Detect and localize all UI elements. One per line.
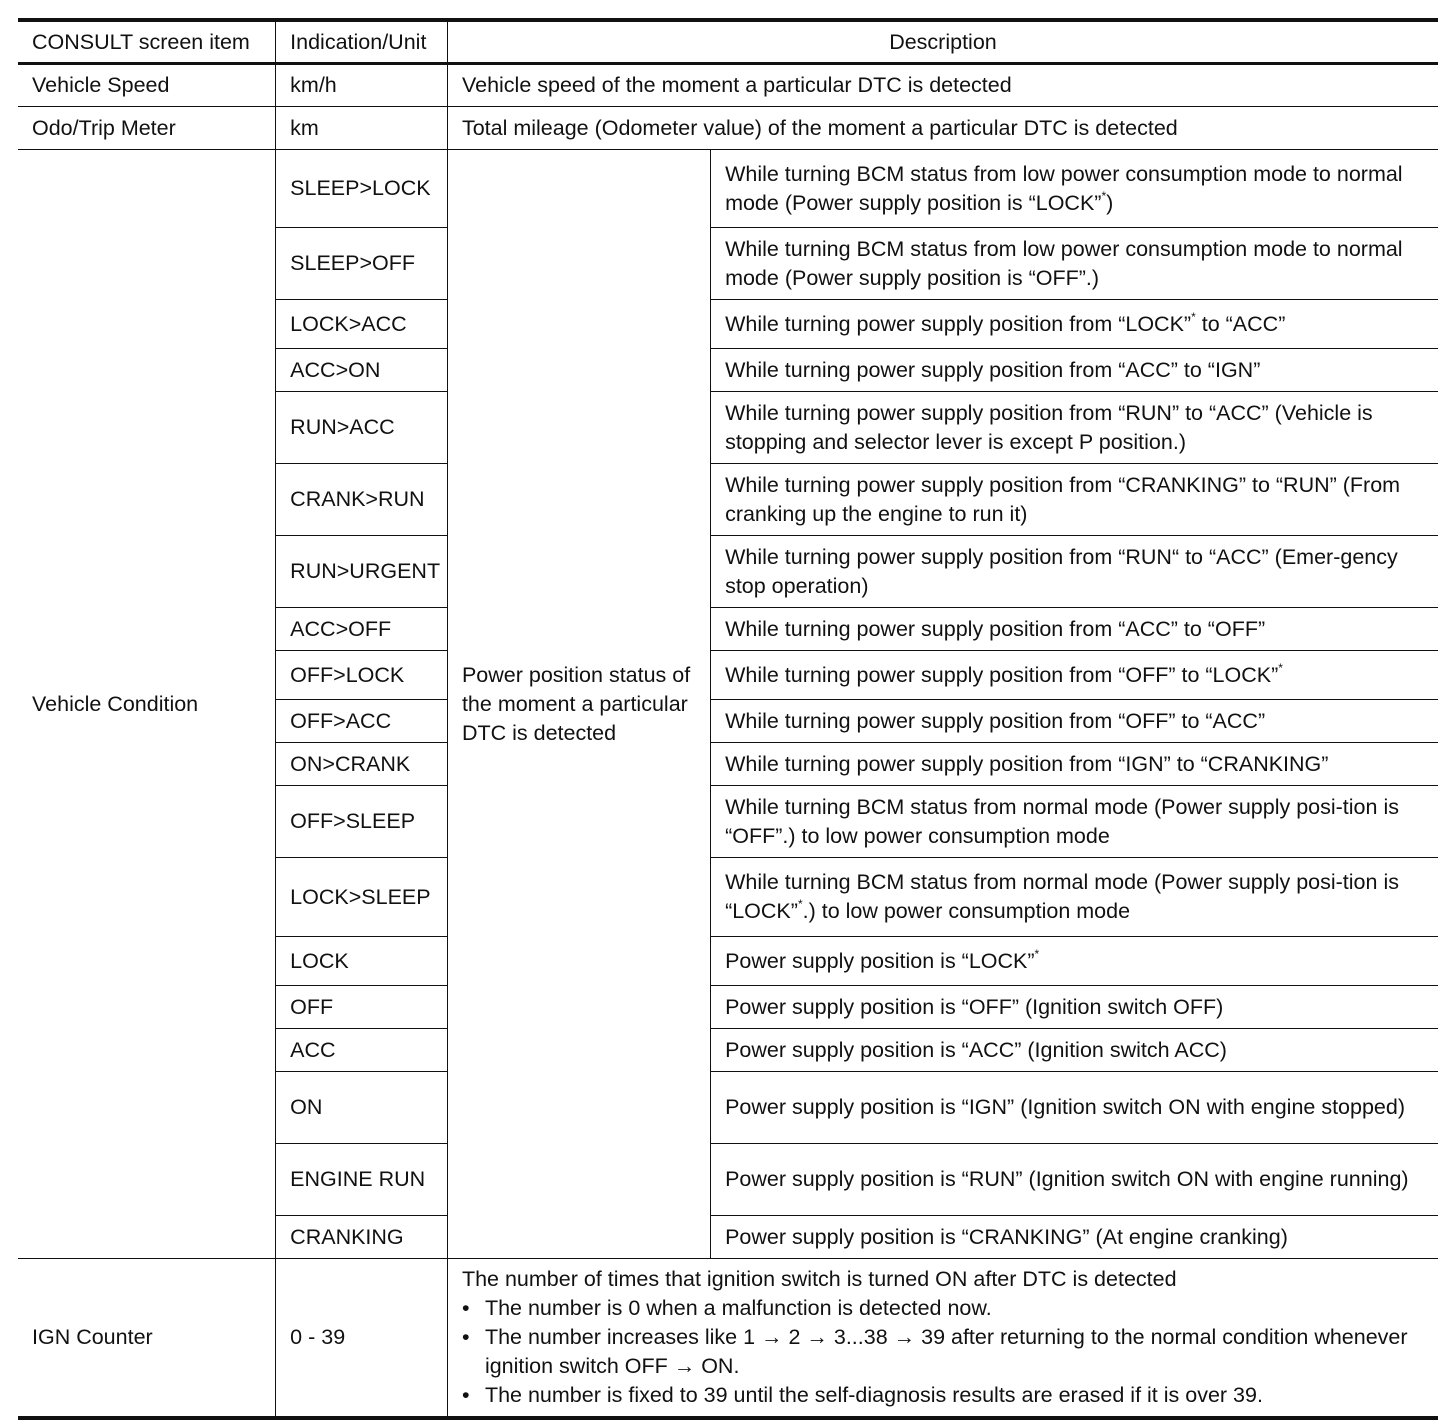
detail-cell <box>711 651 1438 700</box>
detail-text: Power supply position is “CRANKING” (At engine cranking) <box>725 1224 1288 1249</box>
indication-cell: CRANK>RUN <box>276 464 448 536</box>
footnote-mark: * <box>1191 309 1196 324</box>
status-description-cell: Power position status of the moment a particular DTC is detected <box>447 150 710 1259</box>
indication-cell: ACC <box>276 1029 448 1072</box>
detail-text: Power supply position is “LOCK” <box>725 948 1035 973</box>
ign-counter-intro: The number of times that ignition switch is turned ON after DTC is detected <box>461 1266 1177 1291</box>
detail-text: Power supply position is “RUN” (Ignition switch ON with engine running) <box>725 1167 1409 1191</box>
footnote-mark: * <box>1278 660 1283 675</box>
detail-text: While turning power supply position from “OFF” to “LOCK” <box>725 662 1279 687</box>
detail-cell <box>711 536 1438 608</box>
header-indication: Indication/Unit <box>276 20 448 64</box>
table-body <box>18 64 1438 150</box>
detail-cell <box>711 786 1438 858</box>
indication-cell: OFF <box>276 986 448 1029</box>
detail-text: While turning BCM status from low power consumption mode to normal mode (Power supply position is “OFF”.) <box>725 236 1403 290</box>
detail-cell <box>711 349 1438 392</box>
detail-text: While turning power supply position from “CRANKING” to “RUN” (From cranking up the engine to run it) <box>725 472 1401 526</box>
detail-text: While turning BCM status from normal mode (Power supply posi-tion is “OFF”.) to low power consumption mode <box>725 794 1399 848</box>
item-cell: Vehicle Speed <box>18 64 276 107</box>
header-item: CONSULT screen item <box>18 20 276 64</box>
item-cell: Odo/Trip Meter <box>18 107 276 150</box>
detail-text-suffix: .) to low power consumption mode <box>802 899 1131 923</box>
consult-table <box>18 18 1438 1420</box>
detail-text: Power supply position is “OFF” (Ignition switch OFF) <box>725 994 1224 1019</box>
bullet-item: • The number increases like 1 → 2 → 3...38 → 39 after returning to the normal condition whenever ignition switch OFF → ON. <box>462 1323 1424 1381</box>
detail-text: Power supply position is “ACC” (Ignition switch ACC) <box>725 1037 1227 1062</box>
detail-cell <box>711 858 1438 937</box>
detail-text: While turning power supply position from “OFF” to “ACC” <box>725 708 1266 733</box>
detail-text: While turning BCM status from normal mode (Power supply posi-tion is “LOCK” <box>725 870 1399 923</box>
detail-text: While turning power supply position from “ACC” to “IGN” <box>725 357 1261 382</box>
indication-cell: CRANKING <box>276 1216 448 1259</box>
detail-cell <box>711 743 1438 786</box>
indication-cell: km/h <box>276 64 448 107</box>
footnote-mark: * <box>797 897 803 911</box>
footnote-mark: * <box>1034 946 1040 961</box>
detail-cell <box>711 937 1438 986</box>
detail-text-suffix: ) <box>1106 190 1114 215</box>
table-row-vehicle-condition <box>18 150 1438 228</box>
indication-cell: RUN>URGENT <box>276 536 448 608</box>
detail-cell <box>711 700 1438 743</box>
indication-cell: 0 - 39 <box>276 1259 448 1418</box>
vehicle-condition-body <box>18 150 1438 1259</box>
bullet-item: • The number is fixed to 39 until the self-diagnosis results are erased if it is over 39. <box>462 1381 1424 1410</box>
detail-cell <box>711 150 1438 228</box>
table-row-vehicle-speed <box>18 64 1438 107</box>
detail-text: While turning power supply position from “ACC” to “OFF” <box>725 616 1266 641</box>
indication-cell: km <box>276 107 448 150</box>
detail-text: While turning power supply position from “IGN” to “CRANKING” <box>725 751 1329 776</box>
description-cell: Total mileage (Odometer value) of the moment a particular DTC is detected <box>447 107 1438 150</box>
indication-cell: RUN>ACC <box>276 392 448 464</box>
detail-cell <box>711 464 1438 536</box>
indication-cell: SLEEP>OFF <box>276 228 448 300</box>
detail-text: While turning power supply position from “RUN“ to “ACC” (Emer-gency stop operation) <box>725 544 1398 598</box>
indication-cell: ACC>ON <box>276 349 448 392</box>
detail-cell <box>711 1072 1438 1144</box>
item-cell: Vehicle Condition <box>18 150 276 1259</box>
detail-cell <box>711 986 1438 1029</box>
detail-cell <box>711 1029 1438 1072</box>
indication-cell: SLEEP>LOCK <box>276 150 448 228</box>
indication-cell: LOCK>SLEEP <box>276 858 448 937</box>
detail-text-suffix: to “ACC” <box>1195 311 1286 336</box>
indication-cell: ACC>OFF <box>276 608 448 651</box>
detail-text: While turning power supply position from “RUN” to “ACC” (Vehicle is stopping and selector lever is except P position.) <box>725 400 1373 454</box>
detail-cell <box>711 1144 1438 1216</box>
indication-cell: OFF>LOCK <box>276 651 448 700</box>
detail-cell <box>711 228 1438 300</box>
ign-counter-body <box>18 1259 1438 1418</box>
ign-counter-bullets <box>462 1294 1424 1410</box>
indication-cell: OFF>SLEEP <box>276 786 448 858</box>
detail-cell <box>711 392 1438 464</box>
detail-cell <box>711 608 1438 651</box>
item-cell: IGN Counter <box>18 1259 276 1418</box>
table-row-ign-counter <box>18 1259 1438 1418</box>
bullet-item: • The number is 0 when a malfunction is detected now. <box>462 1294 1424 1323</box>
description-cell: Vehicle speed of the moment a particular DTC is detected <box>447 64 1438 107</box>
indication-cell: ENGINE RUN <box>276 1144 448 1216</box>
indication-cell: LOCK <box>276 937 448 986</box>
detail-text: While turning BCM status from low power consumption mode to normal mode (Power supply position is “LOCK” <box>725 161 1403 215</box>
indication-cell: OFF>ACC <box>276 700 448 743</box>
detail-cell <box>711 300 1438 349</box>
table-row-odo-trip <box>18 107 1438 150</box>
detail-cell <box>711 1216 1438 1259</box>
header-description: Description <box>447 20 1438 64</box>
detail-text: While turning power supply position from “LOCK” <box>725 311 1192 336</box>
indication-cell: LOCK>ACC <box>276 300 448 349</box>
description-cell <box>447 1259 1438 1418</box>
header-row <box>18 20 1438 64</box>
footnote-mark: * <box>1101 188 1107 203</box>
indication-cell: ON>CRANK <box>276 743 448 786</box>
detail-text: Power supply position is “IGN” (Ignition switch ON with engine stopped) <box>725 1095 1405 1119</box>
indication-cell: ON <box>276 1072 448 1144</box>
